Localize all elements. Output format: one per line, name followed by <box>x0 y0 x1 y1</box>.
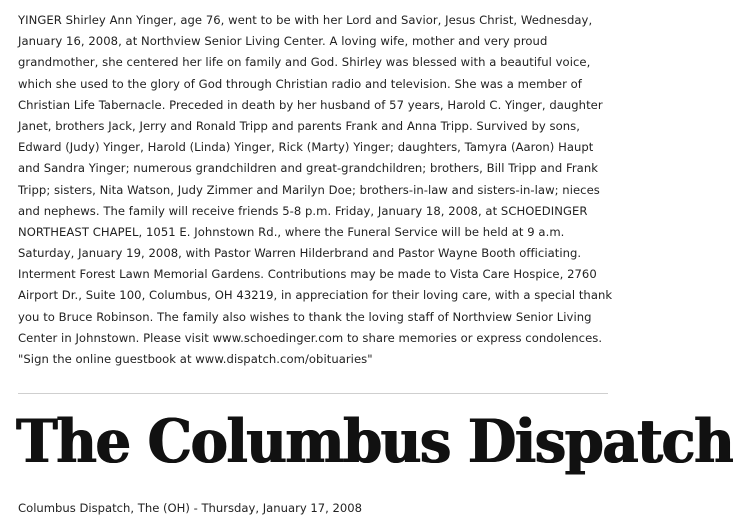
obituary-line: and nephews. The family will receive friends 5-8 p.m. Friday, January 18, 2008, at SCHOEDINGER <box>18 203 588 218</box>
obituary-line: you to Bruce Robinson. The family also wishes to thank the loving staff of Northview Senior Living <box>18 309 592 324</box>
obituary-line: NORTHEAST CHAPEL, 1051 E. Johnstown Rd., where the Funeral Service will be held at 9 a.m. <box>18 224 565 239</box>
newspaper-masthead-logo <box>16 402 733 482</box>
obituary-line: Janet, brothers Jack, Jerry and Ronald Tripp and parents Frank and Anna Tripp. Survived by sons, <box>18 118 580 133</box>
obituary-line: which she used to the glory of God through Christian radio and television. She was a member of <box>18 76 582 91</box>
section-divider <box>18 393 608 394</box>
obituary-line: Center in Johnstown. Please visit www.schoedinger.com to share memories or express condolences. <box>18 330 603 345</box>
obituary-line: YINGER Shirley Ann Yinger, age 76, went to be with her Lord and Savior, Jesus Christ, Wednesday, <box>18 13 593 27</box>
obituary-line: Airport Dr., Suite 100, Columbus, OH 43219, in appreciation for their loving care, with a special thank <box>18 288 613 303</box>
obituary-line: January 16, 2008, at Northview Senior Living Center. A loving wife, mother and very proud <box>18 34 548 49</box>
obituary-line: Christian Life Tabernacle. Preceded in death by her husband of 57 years, Harold C. Yinger, daughter <box>18 97 603 112</box>
obituary-line: "Sign the online guestbook at www.dispatch.com/obituaries" <box>18 352 373 366</box>
source-citation: Columbus Dispatch, The (OH) - Thursday, January 17, 2008 <box>18 501 363 515</box>
obituary-line: Edward (Judy) Yinger, Harold (Linda) Yinger, Rick (Marty) Yinger; daughters, Tamyra (Aaron) Haupt <box>18 140 594 155</box>
obituary-text <box>18 10 638 370</box>
obituary-line: Interment Forest Lawn Memorial Gardens. Contributions may be made to Vista Care Hospice, 2760 <box>18 267 597 282</box>
obituary-line: and Sandra Yinger; numerous grandchildren and great-grandchildren; brothers, Bill Tripp and Frank <box>18 161 598 176</box>
obituary-line: Saturday, January 19, 2008, with Pastor Warren Hilderbrand and Pastor Wayne Booth officiating. <box>18 246 582 261</box>
obituary-line: Tripp; sisters, Nita Watson, Judy Zimmer and Marilyn Doe; brothers-in-law and sisters-in-law; nieces <box>18 182 600 197</box>
obituary-line: grandmother, she centered her life on family and God. Shirley was blessed with a beautiful voice, <box>18 55 591 70</box>
masthead-title: The Columbus Dispatch <box>16 407 733 477</box>
